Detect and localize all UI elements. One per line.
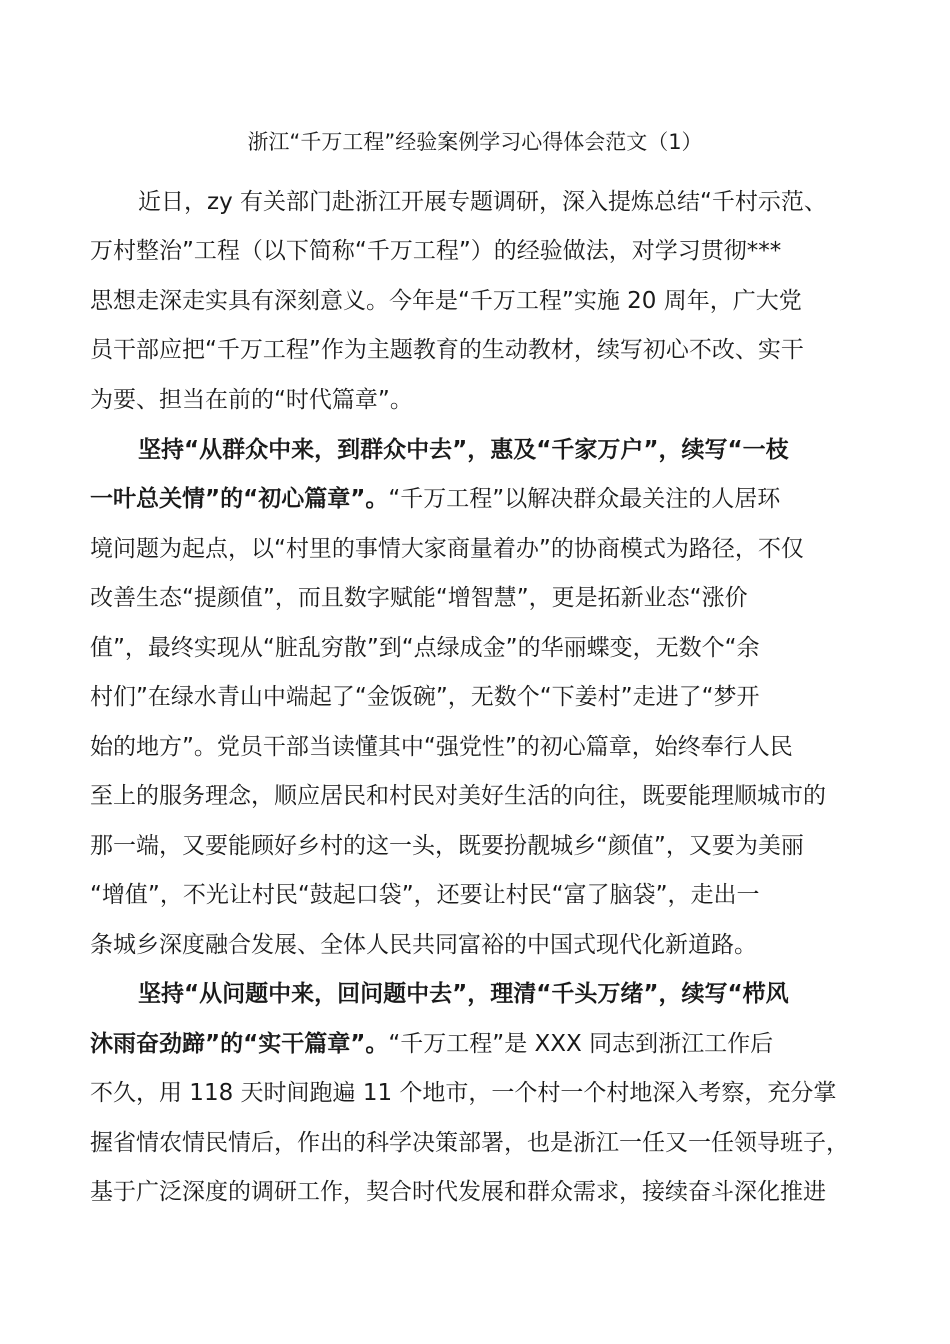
paragraph-3-line-2 [90, 1026, 773, 1062]
paragraph-3-line-2-text: “千万工程”是 XXX 同志到浙江工作后 [388, 1031, 774, 1057]
paragraph-1-line-1: 近日，zy 有关部门赴浙江开展专题调研，深入提炼总结“千村示范、 [138, 189, 827, 215]
paragraph-3-line-3: 不久，用 118 天时间跑遍 11 个地市，一个村一个村地深入考察，充分掌 [90, 1080, 837, 1106]
paragraph-2-line-11: 条城乡深度融合发展、全体人民共同富裕的中国式现代化新道路。 [90, 932, 757, 958]
paragraph-1-line-2: 万村整治”工程（以下简称“千万工程”）的经验做法，对学习贯彻*** [90, 238, 782, 264]
paragraph-1-line-4: 员干部应把“千万工程”作为主题教育的生动教材，续写初心不改、实干 [90, 337, 804, 363]
paragraph-3-line-5: 基于广泛深度的调研工作，契合时代发展和群众需求，接续奋斗深化推进 [90, 1179, 826, 1205]
paragraph-2-line-8: 至上的服务理念，顺应居民和村民对美好生活的向往，既要能理顺城市的 [90, 783, 826, 809]
paragraph-2-line-4: 改善生态“提颜值”，而且数字赋能“增智慧”，更是拓新业态“涨价 [90, 585, 748, 611]
paragraph-3-line-4: 握省情农情民情后，作出的科学决策部署，也是浙江一任又一任领导班子， [90, 1130, 849, 1156]
document-title: 浙江“千万工程”经验案例学习心得体会范文（1） [247, 130, 703, 154]
paragraph-2-heading-line-2: 一叶总关情”的“初心篇章”。 [90, 486, 389, 512]
paragraph-2-heading-line-1: 坚持“从群众中来，到群众中去”，惠及“千家万户”，续写“一枝 [138, 437, 789, 463]
paragraph-2-line-5: 值”，最终实现从“脏乱穷散”到“点绿成金”的华丽蝶变，无数个“余 [90, 635, 760, 661]
paragraph-2-line-3: 境问题为起点，以“村里的事情大家商量着办”的协商模式为路径，不仅 [90, 536, 804, 562]
paragraph-2-line-9: 那一端，又要能顾好乡村的这一头，既要扮靓城乡“颜值”，又要为美丽 [90, 833, 804, 859]
paragraph-2-line-2 [90, 481, 780, 517]
paragraph-1-line-3: 思想走深走实具有深刻意义。今年是“千万工程”实施 20 周年，广大党 [90, 288, 802, 314]
paragraph-2-line-6: 村们”在绿水青山中端起了“金饭碗”，无数个“下姜村”走进了“梦开 [90, 684, 760, 710]
paragraph-3-heading-line-2: 沐雨奋劲蹄”的“实干篇章”。 [90, 1031, 389, 1057]
paragraph-2-line-7: 始的地方”。党员干部当读懂其中“强党性”的初心篇章，始终奉行人民 [90, 734, 793, 760]
paragraph-3-heading-line-1: 坚持“从问题中来，回问题中去”，理清“千头万绪”，续写“栉风 [138, 981, 789, 1007]
paragraph-2-line-2-text: “千万工程”以解决群众最关注的人居环 [388, 486, 781, 512]
paragraph-2-line-10: “增值”，不光让村民“鼓起口袋”，还要让村民“富了脑袋”，走出一 [90, 882, 760, 908]
paragraph-1-line-5: 为要、担当在前的“时代篇章”。 [90, 387, 413, 413]
